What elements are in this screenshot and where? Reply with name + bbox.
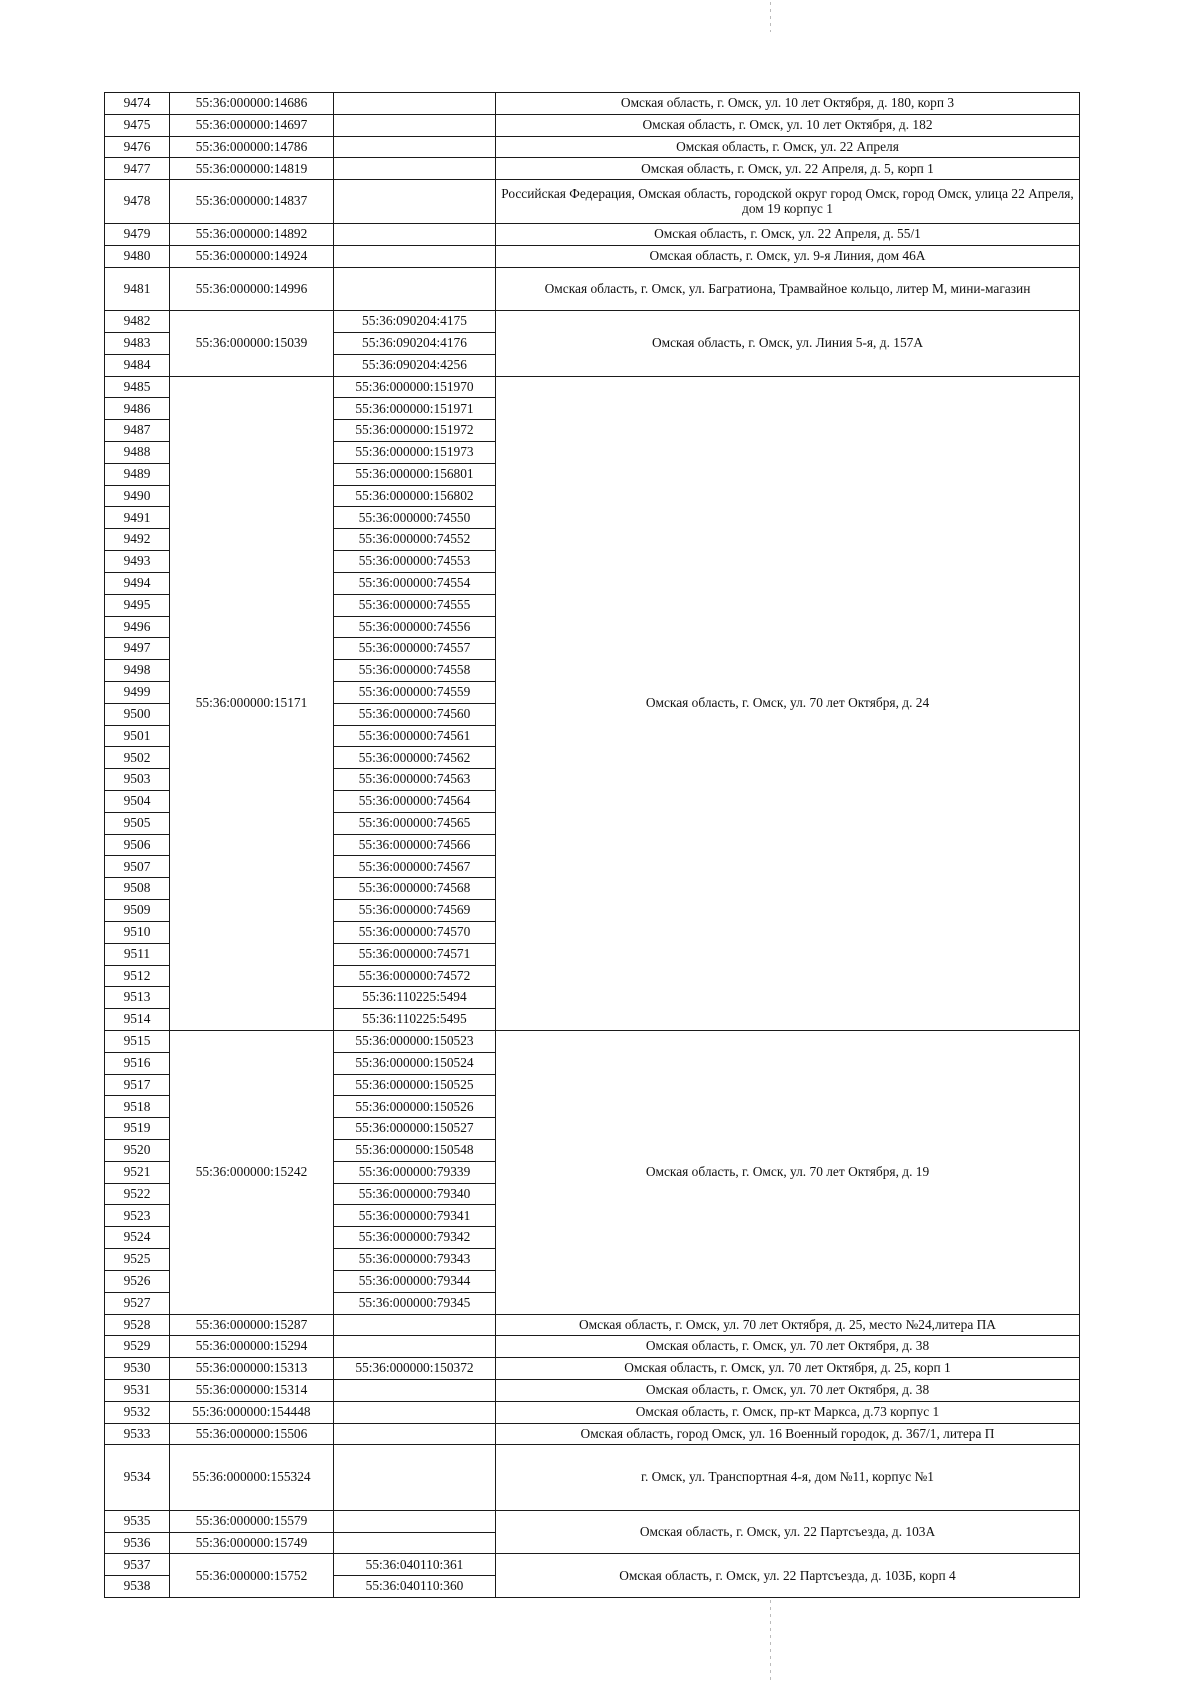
row-number-cell: 9508 xyxy=(105,878,170,900)
address-cell: Омская область, г. Омск, ул. 70 лет Октября, д. 25, место №24,литера ПА xyxy=(496,1314,1080,1336)
cadastral-number-cell: 55:36:000000:14892 xyxy=(170,223,334,245)
row-number-cell: 9502 xyxy=(105,747,170,769)
sub-cadastral-number-cell: 55:36:000000:74565 xyxy=(334,812,496,834)
table-row xyxy=(105,1336,1080,1358)
table-row xyxy=(105,376,1080,398)
row-number-cell: 9478 xyxy=(105,180,170,224)
row-number-cell: 9491 xyxy=(105,507,170,529)
sub-cadastral-number-cell: 55:36:000000:150523 xyxy=(334,1030,496,1052)
sub-cadastral-number-cell xyxy=(334,1423,496,1445)
row-number-cell: 9529 xyxy=(105,1336,170,1358)
row-number-cell: 9484 xyxy=(105,354,170,376)
sub-cadastral-number-cell xyxy=(334,1510,496,1532)
table-row xyxy=(105,136,1080,158)
row-number-cell: 9503 xyxy=(105,769,170,791)
row-number-cell: 9497 xyxy=(105,638,170,660)
cadastral-number-cell: 55:36:000000:15506 xyxy=(170,1423,334,1445)
row-number-cell: 9524 xyxy=(105,1227,170,1249)
cadastral-number-cell: 55:36:000000:15039 xyxy=(170,311,334,376)
address-cell: Омская область, г. Омск, ул. 70 лет Октября, д. 25, корп 1 xyxy=(496,1358,1080,1380)
cadastral-number-cell: 55:36:000000:15294 xyxy=(170,1336,334,1358)
address-cell: Омская область, г. Омск, ул. 22 Апреля xyxy=(496,136,1080,158)
sub-cadastral-number-cell xyxy=(334,267,496,311)
address-cell: Омская область, г. Омск, ул. 10 лет Октября, д. 182 xyxy=(496,114,1080,136)
address-cell: Омская область, г. Омск, ул. 70 лет Октября, д. 38 xyxy=(496,1336,1080,1358)
sub-cadastral-number-cell xyxy=(334,1401,496,1423)
cadastral-number-cell: 55:36:000000:14996 xyxy=(170,267,334,311)
sub-cadastral-number-cell: 55:36:000000:151970 xyxy=(334,376,496,398)
cadastral-number-cell: 55:36:000000:15287 xyxy=(170,1314,334,1336)
address-cell: Омская область, г. Омск, ул. 70 лет Октября, д. 24 xyxy=(496,376,1080,1030)
cadastral-number-cell: 55:36:000000:15171 xyxy=(170,376,334,1030)
sub-cadastral-number-cell: 55:36:000000:151971 xyxy=(334,398,496,420)
sub-cadastral-number-cell: 55:36:000000:150526 xyxy=(334,1096,496,1118)
sub-cadastral-number-cell: 55:36:090204:4256 xyxy=(334,354,496,376)
row-number-cell: 9535 xyxy=(105,1510,170,1532)
row-number-cell: 9483 xyxy=(105,332,170,354)
sub-cadastral-number-cell: 55:36:000000:74570 xyxy=(334,921,496,943)
sub-cadastral-number-cell xyxy=(334,1314,496,1336)
sub-cadastral-number-cell: 55:36:000000:79340 xyxy=(334,1183,496,1205)
row-number-cell: 9509 xyxy=(105,900,170,922)
address-cell: Омская область, г. Омск, ул. 70 лет Октября, д. 38 xyxy=(496,1379,1080,1401)
sub-cadastral-number-cell: 55:36:000000:74567 xyxy=(334,856,496,878)
sub-cadastral-number-cell: 55:36:000000:79341 xyxy=(334,1205,496,1227)
row-number-cell: 9507 xyxy=(105,856,170,878)
sub-cadastral-number-cell: 55:36:110225:5494 xyxy=(334,987,496,1009)
cadastral-number-cell: 55:36:000000:14697 xyxy=(170,114,334,136)
row-number-cell: 9480 xyxy=(105,245,170,267)
row-number-cell: 9487 xyxy=(105,420,170,442)
row-number-cell: 9520 xyxy=(105,1140,170,1162)
row-number-cell: 9494 xyxy=(105,572,170,594)
sub-cadastral-number-cell xyxy=(334,114,496,136)
row-number-cell: 9490 xyxy=(105,485,170,507)
row-number-cell: 9474 xyxy=(105,93,170,115)
row-number-cell: 9516 xyxy=(105,1052,170,1074)
cadastral-number-cell: 55:36:000000:154448 xyxy=(170,1401,334,1423)
row-number-cell: 9500 xyxy=(105,703,170,725)
table-row xyxy=(105,1379,1080,1401)
address-cell: Омская область, г. Омск, ул. Линия 5-я, д. 157А xyxy=(496,311,1080,376)
sub-cadastral-number-cell: 55:36:000000:74553 xyxy=(334,551,496,573)
sub-cadastral-number-cell: 55:36:040110:361 xyxy=(334,1554,496,1576)
sub-cadastral-number-cell: 55:36:000000:150548 xyxy=(334,1140,496,1162)
sub-cadastral-number-cell: 55:36:090204:4175 xyxy=(334,311,496,333)
sub-cadastral-number-cell: 55:36:000000:151973 xyxy=(334,442,496,464)
row-number-cell: 9525 xyxy=(105,1249,170,1271)
sub-cadastral-number-cell: 55:36:000000:74566 xyxy=(334,834,496,856)
cadastral-number-cell: 55:36:000000:15579 xyxy=(170,1510,334,1532)
address-cell: Омская область, г. Омск, пр-кт Маркса, д.73 корпус 1 xyxy=(496,1401,1080,1423)
sub-cadastral-number-cell: 55:36:000000:74569 xyxy=(334,900,496,922)
table-row xyxy=(105,1358,1080,1380)
sub-cadastral-number-cell: 55:36:000000:74560 xyxy=(334,703,496,725)
row-number-cell: 9482 xyxy=(105,311,170,333)
sub-cadastral-number-cell: 55:36:000000:150372 xyxy=(334,1358,496,1380)
sub-cadastral-number-cell: 55:36:090204:4176 xyxy=(334,332,496,354)
cadastral-number-cell: 55:36:000000:15749 xyxy=(170,1532,334,1554)
address-cell: Омская область, г. Омск, ул. 22 Апреля, д. 5, корп 1 xyxy=(496,158,1080,180)
cadastral-number-cell: 55:36:000000:15314 xyxy=(170,1379,334,1401)
row-number-cell: 9513 xyxy=(105,987,170,1009)
row-number-cell: 9514 xyxy=(105,1009,170,1031)
sub-cadastral-number-cell xyxy=(334,136,496,158)
row-number-cell: 9519 xyxy=(105,1118,170,1140)
row-number-cell: 9522 xyxy=(105,1183,170,1205)
table-row xyxy=(105,114,1080,136)
address-cell: Омская область, г. Омск, ул. 22 Партсъезда, д. 103А xyxy=(496,1510,1080,1554)
table-row xyxy=(105,223,1080,245)
row-number-cell: 9537 xyxy=(105,1554,170,1576)
table-row xyxy=(105,1314,1080,1336)
row-number-cell: 9527 xyxy=(105,1292,170,1314)
address-cell: Омская область, г. Омск, ул. 10 лет Октября, д. 180, корп 3 xyxy=(496,93,1080,115)
row-number-cell: 9493 xyxy=(105,551,170,573)
table-row xyxy=(105,1445,1080,1510)
table-row xyxy=(105,93,1080,115)
address-cell: Омская область, г. Омск, ул. 70 лет Октября, д. 19 xyxy=(496,1030,1080,1314)
row-number-cell: 9475 xyxy=(105,114,170,136)
row-number-cell: 9485 xyxy=(105,376,170,398)
sub-cadastral-number-cell: 55:36:000000:74555 xyxy=(334,594,496,616)
row-number-cell: 9511 xyxy=(105,943,170,965)
row-number-cell: 9518 xyxy=(105,1096,170,1118)
row-number-cell: 9512 xyxy=(105,965,170,987)
scan-speck-bottom xyxy=(770,1600,771,1680)
cadastral-number-cell: 55:36:000000:14686 xyxy=(170,93,334,115)
row-number-cell: 9528 xyxy=(105,1314,170,1336)
sub-cadastral-number-cell xyxy=(334,1336,496,1358)
sub-cadastral-number-cell: 55:36:000000:74562 xyxy=(334,747,496,769)
sub-cadastral-number-cell xyxy=(334,1532,496,1554)
row-number-cell: 9536 xyxy=(105,1532,170,1554)
address-cell: Омская область, г. Омск, ул. 9-я Линия, дом 46А xyxy=(496,245,1080,267)
cadastral-number-cell: 55:36:000000:14786 xyxy=(170,136,334,158)
address-cell: Омская область, г. Омск, ул. Багратиона, Трамвайное кольцо, литер М, мини-магазин xyxy=(496,267,1080,311)
address-cell: Омская область, город Омск, ул. 16 Военный городок, д. 367/1, литера П xyxy=(496,1423,1080,1445)
sub-cadastral-number-cell xyxy=(334,180,496,224)
sub-cadastral-number-cell: 55:36:000000:74568 xyxy=(334,878,496,900)
row-number-cell: 9498 xyxy=(105,660,170,682)
row-number-cell: 9495 xyxy=(105,594,170,616)
sub-cadastral-number-cell xyxy=(334,158,496,180)
row-number-cell: 9499 xyxy=(105,681,170,703)
row-number-cell: 9534 xyxy=(105,1445,170,1510)
scan-speck-top xyxy=(770,2,771,32)
sub-cadastral-number-cell: 55:36:000000:156802 xyxy=(334,485,496,507)
row-number-cell: 9526 xyxy=(105,1270,170,1292)
row-number-cell: 9530 xyxy=(105,1358,170,1380)
table-row xyxy=(105,1401,1080,1423)
row-number-cell: 9488 xyxy=(105,442,170,464)
row-number-cell: 9517 xyxy=(105,1074,170,1096)
row-number-cell: 9531 xyxy=(105,1379,170,1401)
sub-cadastral-number-cell: 55:36:000000:156801 xyxy=(334,463,496,485)
table-row xyxy=(105,311,1080,333)
table-row xyxy=(105,158,1080,180)
sub-cadastral-number-cell: 55:36:000000:150527 xyxy=(334,1118,496,1140)
sub-cadastral-number-cell: 55:36:000000:151972 xyxy=(334,420,496,442)
row-number-cell: 9481 xyxy=(105,267,170,311)
sub-cadastral-number-cell: 55:36:000000:150524 xyxy=(334,1052,496,1074)
sub-cadastral-number-cell: 55:36:000000:79339 xyxy=(334,1161,496,1183)
row-number-cell: 9504 xyxy=(105,791,170,813)
cadastral-number-cell: 55:36:000000:15242 xyxy=(170,1030,334,1314)
sub-cadastral-number-cell: 55:36:000000:150525 xyxy=(334,1074,496,1096)
table-row xyxy=(105,1554,1080,1576)
sub-cadastral-number-cell: 55:36:000000:74554 xyxy=(334,572,496,594)
row-number-cell: 9532 xyxy=(105,1401,170,1423)
cadastral-number-cell: 55:36:000000:14837 xyxy=(170,180,334,224)
table-row xyxy=(105,1510,1080,1532)
table-row xyxy=(105,1030,1080,1052)
row-number-cell: 9492 xyxy=(105,529,170,551)
sub-cadastral-number-cell: 55:36:000000:74572 xyxy=(334,965,496,987)
sub-cadastral-number-cell: 55:36:000000:74558 xyxy=(334,660,496,682)
sub-cadastral-number-cell: 55:36:000000:74550 xyxy=(334,507,496,529)
sub-cadastral-number-cell xyxy=(334,93,496,115)
sub-cadastral-number-cell xyxy=(334,245,496,267)
row-number-cell: 9496 xyxy=(105,616,170,638)
sub-cadastral-number-cell: 55:36:000000:74556 xyxy=(334,616,496,638)
cadastral-registry-table xyxy=(104,92,1080,1598)
table-row xyxy=(105,1423,1080,1445)
row-number-cell: 9510 xyxy=(105,921,170,943)
cadastral-number-cell: 55:36:000000:15752 xyxy=(170,1554,334,1598)
sub-cadastral-number-cell: 55:36:000000:74552 xyxy=(334,529,496,551)
row-number-cell: 9533 xyxy=(105,1423,170,1445)
registry-body xyxy=(105,93,1080,1598)
sub-cadastral-number-cell: 55:36:000000:79343 xyxy=(334,1249,496,1271)
sub-cadastral-number-cell: 55:36:000000:79344 xyxy=(334,1270,496,1292)
sub-cadastral-number-cell xyxy=(334,1445,496,1510)
address-cell: Российская Федерация, Омская область, городской округ город Омск, город Омск, улица 22 Апреля, дом 19 корпус 1 xyxy=(496,180,1080,224)
sub-cadastral-number-cell: 55:36:110225:5495 xyxy=(334,1009,496,1031)
sub-cadastral-number-cell: 55:36:000000:74563 xyxy=(334,769,496,791)
table-row xyxy=(105,245,1080,267)
sub-cadastral-number-cell xyxy=(334,1379,496,1401)
row-number-cell: 9477 xyxy=(105,158,170,180)
sub-cadastral-number-cell: 55:36:000000:74557 xyxy=(334,638,496,660)
row-number-cell: 9505 xyxy=(105,812,170,834)
address-cell: Омская область, г. Омск, ул. 22 Партсъезда, д. 103Б, корп 4 xyxy=(496,1554,1080,1598)
cadastral-number-cell: 55:36:000000:14924 xyxy=(170,245,334,267)
row-number-cell: 9538 xyxy=(105,1576,170,1598)
address-cell: г. Омск, ул. Транспортная 4-я, дом №11, корпус №1 xyxy=(496,1445,1080,1510)
sub-cadastral-number-cell xyxy=(334,223,496,245)
sub-cadastral-number-cell: 55:36:000000:74564 xyxy=(334,791,496,813)
cadastral-number-cell: 55:36:000000:14819 xyxy=(170,158,334,180)
sub-cadastral-number-cell: 55:36:040110:360 xyxy=(334,1576,496,1598)
table-row xyxy=(105,267,1080,311)
cadastral-number-cell: 55:36:000000:15313 xyxy=(170,1358,334,1380)
sub-cadastral-number-cell: 55:36:000000:74571 xyxy=(334,943,496,965)
row-number-cell: 9486 xyxy=(105,398,170,420)
table-row xyxy=(105,180,1080,224)
row-number-cell: 9506 xyxy=(105,834,170,856)
sub-cadastral-number-cell: 55:36:000000:79342 xyxy=(334,1227,496,1249)
row-number-cell: 9501 xyxy=(105,725,170,747)
sub-cadastral-number-cell: 55:36:000000:79345 xyxy=(334,1292,496,1314)
row-number-cell: 9521 xyxy=(105,1161,170,1183)
row-number-cell: 9479 xyxy=(105,223,170,245)
row-number-cell: 9515 xyxy=(105,1030,170,1052)
row-number-cell: 9523 xyxy=(105,1205,170,1227)
address-cell: Омская область, г. Омск, ул. 22 Апреля, д. 55/1 xyxy=(496,223,1080,245)
cadastral-number-cell: 55:36:000000:155324 xyxy=(170,1445,334,1510)
sub-cadastral-number-cell: 55:36:000000:74559 xyxy=(334,681,496,703)
sub-cadastral-number-cell: 55:36:000000:74561 xyxy=(334,725,496,747)
row-number-cell: 9489 xyxy=(105,463,170,485)
row-number-cell: 9476 xyxy=(105,136,170,158)
